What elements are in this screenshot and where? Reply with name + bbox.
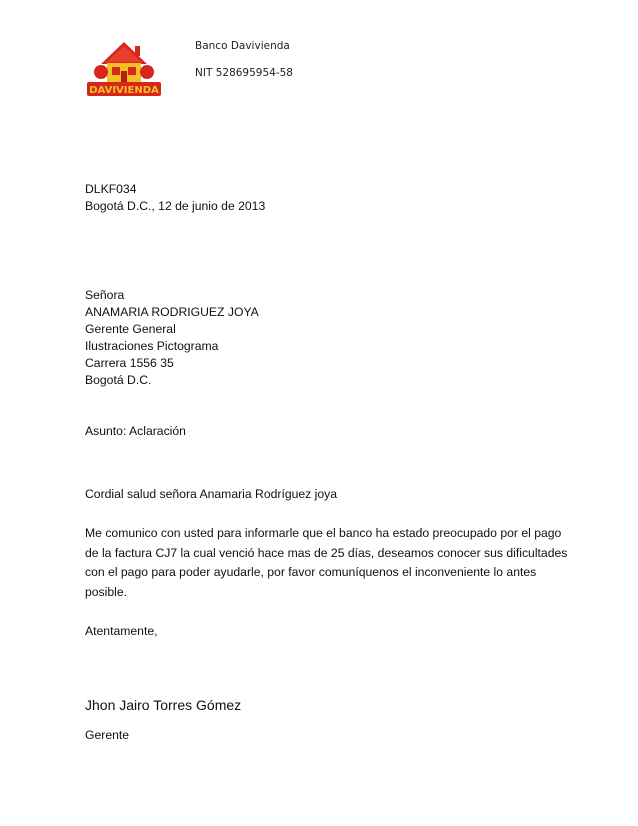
recipient-address: Carrera 1556 35 bbox=[85, 356, 174, 370]
recipient-block bbox=[85, 287, 259, 389]
signature-name: Jhon Jairo Torres Gómez bbox=[85, 697, 242, 713]
greeting: Cordial salud señora Anamaria Rodríguez joya bbox=[85, 487, 338, 501]
recipient-salutation: Señora bbox=[85, 288, 125, 302]
bank-nit: NIT 528695954-58 bbox=[195, 67, 293, 79]
date-line: Bogotá D.C., 12 de junio de 2013 bbox=[85, 199, 266, 213]
closing: Atentamente, bbox=[85, 624, 158, 638]
bank-name: Banco Davivienda bbox=[195, 40, 290, 52]
house-logo-icon bbox=[85, 40, 163, 98]
davivienda-logo bbox=[85, 40, 163, 98]
subject-line: Asunto: Aclaración bbox=[85, 424, 186, 438]
recipient-company: Ilustraciones Pictograma bbox=[85, 339, 219, 353]
signature-role: Gerente bbox=[85, 728, 130, 742]
recipient-name: ANAMARIA RODRIGUEZ JOYA bbox=[85, 305, 259, 319]
reference-code: DLKF034 bbox=[85, 182, 137, 196]
recipient-city: Bogotá D.C. bbox=[85, 373, 152, 387]
body-paragraph: Me comunico con usted para informarle que el banco ha estado preocupado por el pago de la factura CJ7 la cual venció hace mas de 25 días, deseamos conocer sus dificultades con el pago para poder ayudarle, por favor comuníquenos el inconveniente lo antes posible. bbox=[85, 526, 568, 599]
recipient-title: Gerente General bbox=[85, 322, 176, 336]
logo-wordmark: DAVIVIENDA bbox=[89, 85, 159, 96]
